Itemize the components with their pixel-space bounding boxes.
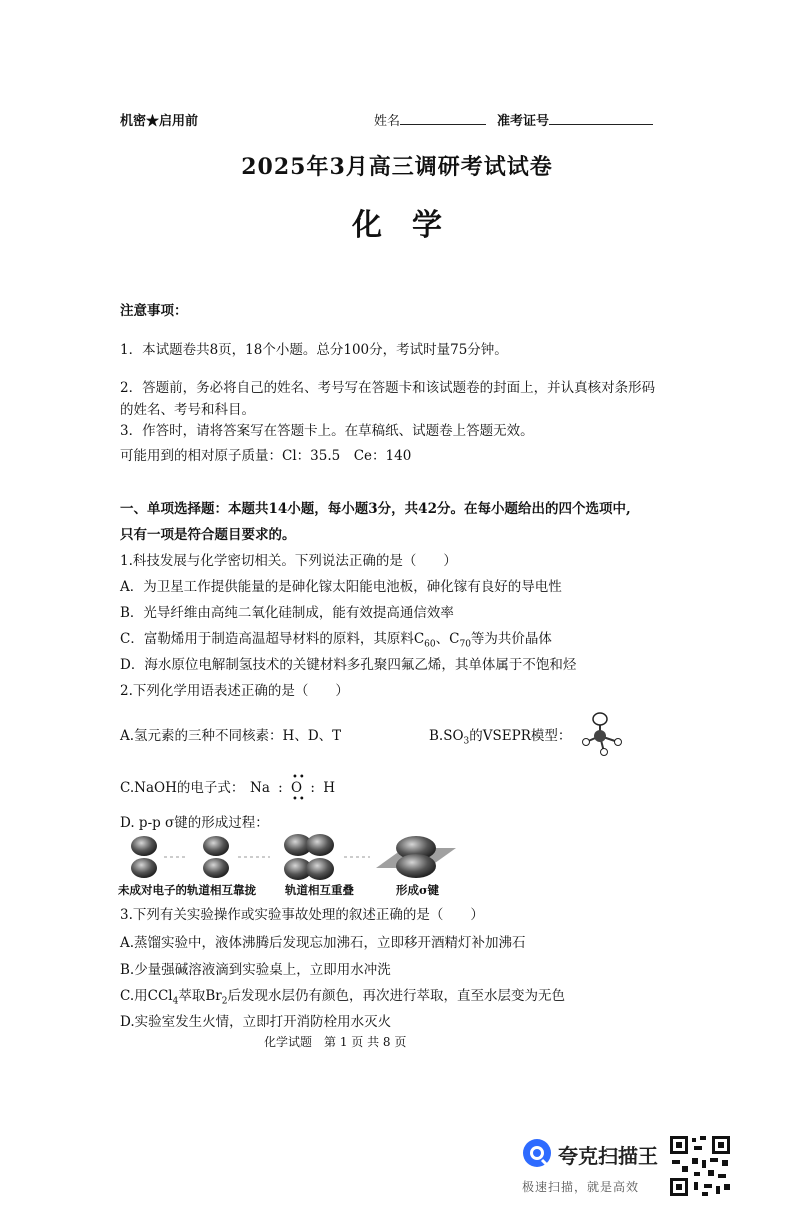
caption-approach: 未成对电子的轨道相互靠拢 [118, 883, 256, 897]
q1-option-a: A．为卫星工作提供能量的是砷化镓太阳能电池板，砷化镓有良好的导电性 [120, 579, 562, 595]
name-label: 姓名 [374, 114, 401, 129]
exam-number-blank [549, 112, 653, 125]
q3-option-a: A.蒸馏实验中，液体沸腾后发现忘加沸石，立即移开酒精灯补加沸石 [120, 935, 526, 951]
q2-stem: 2.下列化学用语表述正确的是（ ） [120, 683, 349, 699]
q2-option-d: D. p-p σ键的形成过程： [120, 815, 269, 831]
electron-formula [250, 772, 336, 805]
note-item-3: 3．作答时，请将答案写在答题卡上。在草稿纸、试题卷上答题无效。 [120, 423, 534, 439]
caption-overlap: 轨道相互重叠 [285, 883, 354, 897]
exam-number-label: 准考证号 [497, 114, 550, 129]
watermark-brand: 夸克扫描王 [558, 1144, 658, 1168]
q1-option-c: C．富勒烯用于制造高温超导材料的原料，其原料$C_{60}$、$C_{70}$等为共价晶体 [120, 631, 552, 650]
ionic-dots-left: : [278, 780, 283, 796]
q2-option-b: $B.SO_3$的VSEPR模型： [429, 728, 572, 747]
orbital-overlap [284, 834, 370, 880]
watermark-slogan: 极速扫描，就是高效 [522, 1180, 640, 1194]
notes-heading: 注意事项： [120, 303, 188, 319]
q1-stem: 1.科技发展与化学密切相关。下列说法正确的是（ ） [120, 553, 457, 569]
lone-pair-top: •• [292, 772, 306, 783]
secrecy-label: 机密★启用前 [120, 114, 199, 129]
orbital-approach [131, 836, 270, 878]
caption-sigma-bond: 形成σ键 [396, 883, 439, 897]
h-symbol: H [323, 780, 336, 796]
q2-option-c: C.NaOH的电子式： [120, 780, 245, 796]
section-heading: 一、单项选择题：本题共14小题，每小题3分，共42分。在每小题给出的四个选项中, [120, 501, 631, 517]
vsepr-model-diagram [578, 710, 628, 758]
sigma-bond-formed [376, 836, 456, 878]
q3-stem: 3.下列有关实验操作或实验事故处理的叙述正确的是（ ） [120, 907, 484, 923]
p-p-sigma-bond-illustration [120, 832, 460, 884]
bond-dots-right: : [310, 780, 315, 796]
q3-option-d: D.实验室发生火情，立即打开消防栓用水灭火 [120, 1014, 392, 1030]
note-item-2-cont: 的姓名、考号和科目。 [120, 402, 255, 418]
q1-option-d: D．海水原位电解制氢技术的关键材料多孔聚四氟乙烯，其单体属于不饱和烃 [120, 657, 577, 673]
q2-option-a: A.氢元素的三种不同核素：H、D、T [120, 728, 342, 744]
exam-number-field [497, 110, 653, 129]
note-item-1: 1．本试题卷共8页，18个小题。总分100分，考试时量75分钟。 [120, 342, 508, 358]
qr-code-icon [668, 1134, 732, 1198]
oxygen-with-pairs: O •• •• [291, 779, 302, 797]
quark-logo-icon [520, 1136, 554, 1170]
atomic-mass-note: 可能用到的相对原子质量：Cl：35.5 Ce：140 [120, 448, 412, 464]
lone-pair-bottom: •• [292, 794, 306, 805]
page-footer: 化学试题 第 1 页 共 8 页 [264, 1035, 407, 1049]
q1-option-b: B．光导纤维由高纯二氧化硅制成，能有效提高通信效率 [120, 605, 454, 621]
subject-title: 化学 [352, 208, 472, 243]
note-item-2: 2．答题前，务必将自己的姓名、考号写在答题卡和该试题卷的封面上，并认真核对条形码 [120, 380, 656, 396]
q3-option-c: C.用CCl$_4$萃取$Br_2$后发现水层仍有颜色，再次进行萃取，直至水层变为无色 [120, 988, 565, 1007]
exam-title: 2025年3月高三调研考试试卷 [241, 154, 553, 180]
section-heading-cont: 只有一项是符合题目要求的。 [120, 527, 296, 543]
name-field [374, 110, 486, 129]
q3-option-b: B.少量强碱溶液滴到实验桌上，立即用水冲洗 [120, 962, 391, 978]
name-blank [400, 112, 486, 125]
na-symbol: Na [250, 780, 270, 796]
